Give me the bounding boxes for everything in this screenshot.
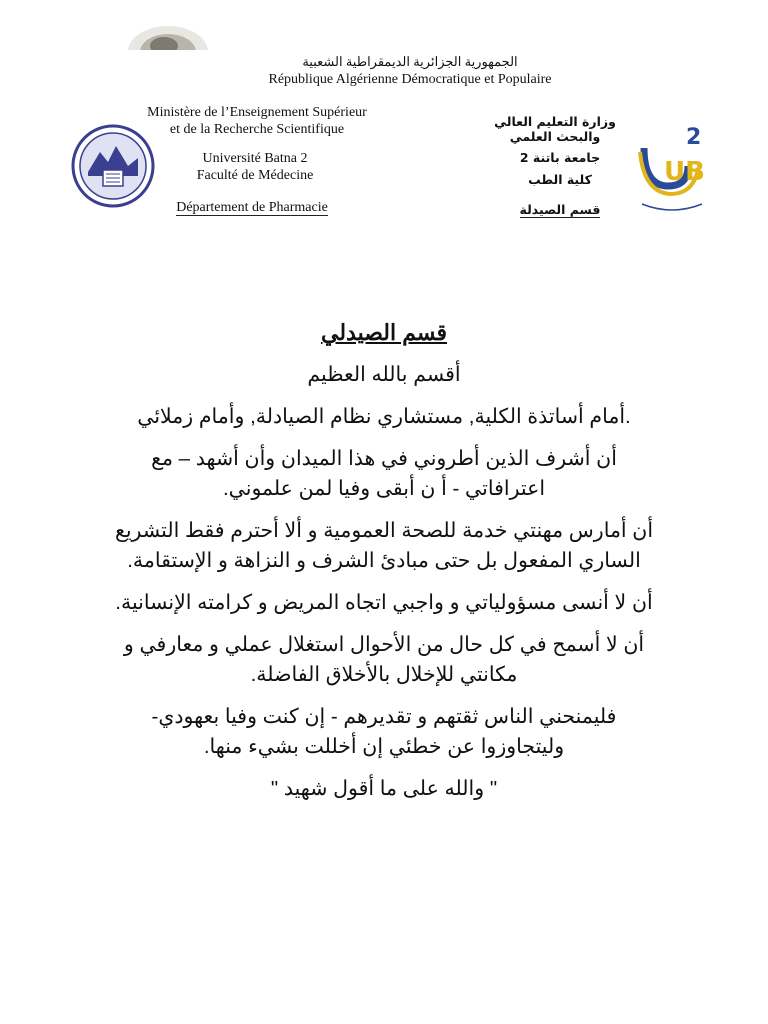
ministry-line-2: et de la Recherche Scientifique: [169, 122, 345, 137]
oath-title: قسم الصيدلي: [320, 320, 448, 345]
oath-paragraph: .أمام أساتذة الكلية, مستشاري نظام الصيادلة, وأمام زملائي: [137, 405, 631, 428]
oath-closing: " والله على ما أقول شهيد ": [270, 777, 498, 800]
oath-paragraph: أن لا أنسى مسؤولياتي و واجبي اتجاه المريض و كرامته الإنسانية.: [115, 591, 653, 614]
oath-body: [110, 318, 658, 804]
oath-paragraph: فليمنحني الناس ثقتهم و تقديرهم - إن كنت وفيا بعهودي- وليتجاوزوا عن خطئي إن أخللت بشيء منها.: [151, 705, 617, 758]
university-arabic: جامعة باتنة 2: [519, 150, 601, 165]
ministry-arabic: وزارة التعليم العالي والبحث العلمي: [494, 114, 616, 144]
oath-paragraph: أن لا أسمح في كل حال من الأحوال استغلال عملي و معارفي و مكانتي للإخلال بالأخلاق الفاضلة.: [123, 633, 645, 686]
ministry-line-1: Ministère de l’Enseignement Supérieur: [147, 105, 367, 120]
department-arabic: قسم الصيدلة: [519, 202, 601, 217]
ub-letters: UB: [664, 157, 705, 187]
oath-intro: أقسم بالله العظيم: [307, 363, 461, 386]
republic-french: République Algérienne Démocratique et Populaire: [268, 72, 552, 87]
university-name: Université Batna 2: [202, 151, 308, 166]
ub-university-logo: [630, 118, 712, 216]
faculty-name: Faculté de Médecine: [196, 168, 314, 183]
republic-arabic: الجمهورية الجزائرية الديمقراطية الشعبية: [302, 54, 518, 69]
oath-paragraph: أن أمارس مهنتي خدمة للصحة العمومية و ألا أحترم فقط التشريع الساري المفعول بل حتى مبادئ الشرف و النزاهة و الإستقامة.: [114, 519, 654, 572]
oath-paragraph: أن أشرف الذين أطروني في هذا الميدان وأن أشهد – مع اعترافاتي - أ ن أبقى وفيا لمن علموني.: [151, 447, 617, 500]
national-emblem: [126, 24, 210, 50]
department-name: Département de Pharmacie: [176, 200, 328, 215]
faculty-arabic: كلية الطب: [528, 172, 592, 187]
ub-number-text: 2: [686, 125, 702, 150]
